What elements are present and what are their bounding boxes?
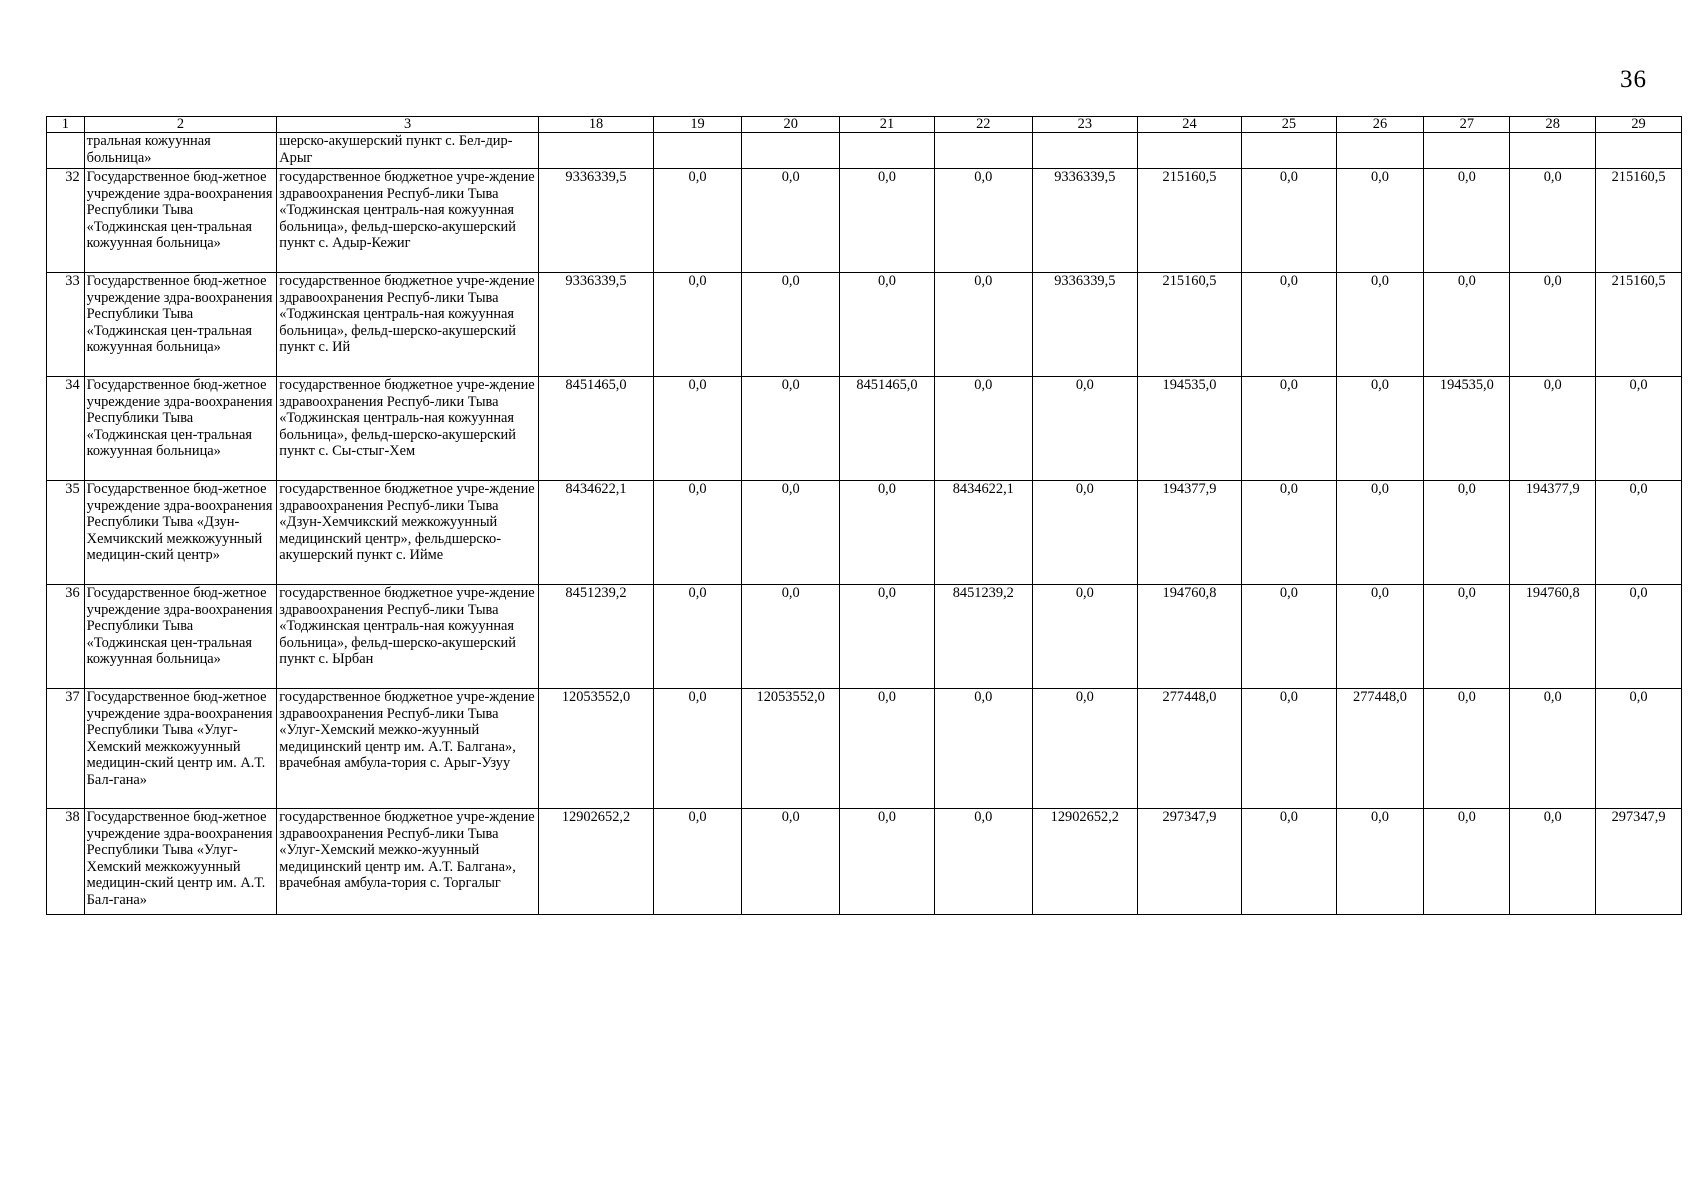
- value-cell-col-24: 194535,0: [1137, 377, 1242, 481]
- organization-cell: Государственное бюд-жетное учреждение здра-воохранения Республики Тыва «Тоджинская цен-тральная кожуунная больница»: [84, 585, 277, 689]
- column-header-22: 22: [934, 117, 1032, 133]
- value-cell-col-27: [1424, 133, 1510, 169]
- value-cell-col-27: 194535,0: [1424, 377, 1510, 481]
- value-cell-col-22: 0,0: [934, 169, 1032, 273]
- value-cell-col-23: 9336339,5: [1032, 273, 1137, 377]
- facility-cell: государственное бюджетное учре-ждение здравоохранения Респуб-лики Тыва «Дзун-Хемчикский межкожуунный медицинский центр», фельдшерско-акушерский пункт с. Ийме: [277, 481, 539, 585]
- table-row: [47, 809, 1682, 915]
- value-cell-col-22: 8434622,1: [934, 481, 1032, 585]
- value-cell-col-27: 0,0: [1424, 585, 1510, 689]
- value-cell-col-29: 215160,5: [1596, 273, 1682, 377]
- value-cell-col-24: 194377,9: [1137, 481, 1242, 585]
- value-cell-col-26: 0,0: [1336, 169, 1424, 273]
- value-cell-col-25: 0,0: [1242, 585, 1336, 689]
- value-cell-col-19: 0,0: [654, 585, 742, 689]
- column-header-23: 23: [1032, 117, 1137, 133]
- value-cell-col-18: 12902652,2: [538, 809, 653, 915]
- value-cell-col-21: 8451465,0: [840, 377, 934, 481]
- value-cell-col-23: 0,0: [1032, 377, 1137, 481]
- organization-cell: Государственное бюд-жетное учреждение здра-воохранения Республики Тыва «Улуг-Хемский межкожуунный медицин-ский центр им. А.Т. Бал-гана»: [84, 689, 277, 809]
- organization-cell: тральная кожуунная больница»: [84, 133, 277, 169]
- value-cell-col-19: 0,0: [654, 273, 742, 377]
- value-cell-col-20: 12053552,0: [742, 689, 840, 809]
- value-cell-col-29: 0,0: [1596, 585, 1682, 689]
- value-cell-col-19: 0,0: [654, 689, 742, 809]
- value-cell-col-27: 0,0: [1424, 689, 1510, 809]
- value-cell-col-27: 0,0: [1424, 809, 1510, 915]
- value-cell-col-22: [934, 133, 1032, 169]
- value-cell-col-19: 0,0: [654, 481, 742, 585]
- value-cell-col-28: 194377,9: [1510, 481, 1596, 585]
- value-cell-col-18: 8451239,2: [538, 585, 653, 689]
- value-cell-col-18: 9336339,5: [538, 169, 653, 273]
- value-cell-col-26: 0,0: [1336, 273, 1424, 377]
- column-header-1: 1: [47, 117, 85, 133]
- value-cell-col-22: 8451239,2: [934, 585, 1032, 689]
- value-cell-col-22: 0,0: [934, 689, 1032, 809]
- value-cell-col-26: 0,0: [1336, 481, 1424, 585]
- value-cell-col-18: 8451465,0: [538, 377, 653, 481]
- facility-cell: государственное бюджетное учре-ждение здравоохранения Респуб-лики Тыва «Улуг-Хемский межко-жуунный медицинский центр им. А.Т. Балгана», врачебная амбула-тория с. Арыг-Узуу: [277, 689, 539, 809]
- value-cell-col-25: 0,0: [1242, 169, 1336, 273]
- value-cell-col-28: 0,0: [1510, 273, 1596, 377]
- value-cell-col-28: 0,0: [1510, 689, 1596, 809]
- value-cell-col-21: [840, 133, 934, 169]
- value-cell-col-25: 0,0: [1242, 689, 1336, 809]
- facility-cell: шерско-акушерский пункт с. Бел-дир-Арыг: [277, 133, 539, 169]
- table-row: [47, 689, 1682, 809]
- value-cell-col-20: 0,0: [742, 585, 840, 689]
- table-row: [47, 585, 1682, 689]
- value-cell-col-24: 194760,8: [1137, 585, 1242, 689]
- data-table: [46, 116, 1682, 915]
- value-cell-col-18: 12053552,0: [538, 689, 653, 809]
- value-cell-col-21: 0,0: [840, 689, 934, 809]
- value-cell-col-22: 0,0: [934, 809, 1032, 915]
- value-cell-col-20: 0,0: [742, 169, 840, 273]
- value-cell-col-29: 0,0: [1596, 377, 1682, 481]
- column-header-19: 19: [654, 117, 742, 133]
- facility-cell: государственное бюджетное учре-ждение здравоохранения Респуб-лики Тыва «Тоджинская централь-ная кожуунная больница», фельд-шерско-акушерский пункт с. Адыр-Кежиг: [277, 169, 539, 273]
- value-cell-col-24: 277448,0: [1137, 689, 1242, 809]
- value-cell-col-20: 0,0: [742, 377, 840, 481]
- value-cell-col-28: 194760,8: [1510, 585, 1596, 689]
- value-cell-col-18: 9336339,5: [538, 273, 653, 377]
- table-row: [47, 481, 1682, 585]
- value-cell-col-20: [742, 133, 840, 169]
- table-row: [47, 133, 1682, 169]
- value-cell-col-24: 215160,5: [1137, 273, 1242, 377]
- column-header-27: 27: [1424, 117, 1510, 133]
- row-number: 37: [47, 689, 85, 809]
- value-cell-col-22: 0,0: [934, 273, 1032, 377]
- row-number: [47, 133, 85, 169]
- table-row: [47, 273, 1682, 377]
- value-cell-col-21: 0,0: [840, 169, 934, 273]
- table-row: [47, 169, 1682, 273]
- value-cell-col-23: 0,0: [1032, 689, 1137, 809]
- table-body: [47, 133, 1682, 915]
- value-cell-col-22: 0,0: [934, 377, 1032, 481]
- facility-cell: государственное бюджетное учре-ждение здравоохранения Респуб-лики Тыва «Тоджинская централь-ная кожуунная больница», фельд-шерско-акушерский пункт с. Сы-стыг-Хем: [277, 377, 539, 481]
- data-table-container: [46, 116, 1682, 915]
- column-header-26: 26: [1336, 117, 1424, 133]
- value-cell-col-20: 0,0: [742, 809, 840, 915]
- value-cell-col-28: 0,0: [1510, 809, 1596, 915]
- row-number: 35: [47, 481, 85, 585]
- facility-cell: государственное бюджетное учре-ждение здравоохранения Респуб-лики Тыва «Улуг-Хемский межко-жуунный медицинский центр им. А.Т. Балгана», врачебная амбула-тория с. Торгалыг: [277, 809, 539, 915]
- column-header-21: 21: [840, 117, 934, 133]
- column-header-25: 25: [1242, 117, 1336, 133]
- organization-cell: Государственное бюд-жетное учреждение здра-воохранения Республики Тыва «Тоджинская цен-тральная кожуунная больница»: [84, 169, 277, 273]
- value-cell-col-26: 0,0: [1336, 809, 1424, 915]
- value-cell-col-26: 0,0: [1336, 585, 1424, 689]
- value-cell-col-24: 297347,9: [1137, 809, 1242, 915]
- column-header-24: 24: [1137, 117, 1242, 133]
- value-cell-col-25: [1242, 133, 1336, 169]
- page-number: 36: [1620, 66, 1647, 93]
- value-cell-col-26: 0,0: [1336, 377, 1424, 481]
- row-number: 34: [47, 377, 85, 481]
- table-header: [47, 117, 1682, 133]
- value-cell-col-25: 0,0: [1242, 273, 1336, 377]
- value-cell-col-19: 0,0: [654, 809, 742, 915]
- row-number: 33: [47, 273, 85, 377]
- value-cell-col-27: 0,0: [1424, 273, 1510, 377]
- value-cell-col-21: 0,0: [840, 273, 934, 377]
- value-cell-col-18: [538, 133, 653, 169]
- table-row: [47, 377, 1682, 481]
- value-cell-col-21: 0,0: [840, 809, 934, 915]
- organization-cell: Государственное бюд-жетное учреждение здра-воохранения Республики Тыва «Улуг-Хемский межкожуунный медицин-ский центр им. А.Т. Бал-гана»: [84, 809, 277, 915]
- value-cell-col-29: 215160,5: [1596, 169, 1682, 273]
- value-cell-col-25: 0,0: [1242, 377, 1336, 481]
- value-cell-col-21: 0,0: [840, 481, 934, 585]
- organization-cell: Государственное бюд-жетное учреждение здра-воохранения Республики Тыва «Тоджинская цен-тральная кожуунная больница»: [84, 377, 277, 481]
- value-cell-col-25: 0,0: [1242, 809, 1336, 915]
- value-cell-col-19: 0,0: [654, 169, 742, 273]
- row-number: 32: [47, 169, 85, 273]
- facility-cell: государственное бюджетное учре-ждение здравоохранения Респуб-лики Тыва «Тоджинская централь-ная кожуунная больница», фельд-шерско-акушерский пункт с. Ий: [277, 273, 539, 377]
- value-cell-col-27: 0,0: [1424, 481, 1510, 585]
- value-cell-col-26: 277448,0: [1336, 689, 1424, 809]
- value-cell-col-21: 0,0: [840, 585, 934, 689]
- column-header-3: 3: [277, 117, 539, 133]
- value-cell-col-29: [1596, 133, 1682, 169]
- value-cell-col-24: 215160,5: [1137, 169, 1242, 273]
- value-cell-col-20: 0,0: [742, 481, 840, 585]
- facility-cell: государственное бюджетное учре-ждение здравоохранения Респуб-лики Тыва «Тоджинская централь-ная кожуунная больница», фельд-шерско-акушерский пункт с. Ырбан: [277, 585, 539, 689]
- value-cell-col-20: 0,0: [742, 273, 840, 377]
- value-cell-col-28: [1510, 133, 1596, 169]
- value-cell-col-27: 0,0: [1424, 169, 1510, 273]
- column-header-18: 18: [538, 117, 653, 133]
- value-cell-col-18: 8434622,1: [538, 481, 653, 585]
- value-cell-col-23: 0,0: [1032, 585, 1137, 689]
- value-cell-col-29: 0,0: [1596, 481, 1682, 585]
- row-number: 36: [47, 585, 85, 689]
- value-cell-col-23: [1032, 133, 1137, 169]
- column-header-28: 28: [1510, 117, 1596, 133]
- value-cell-col-26: [1336, 133, 1424, 169]
- row-number: 38: [47, 809, 85, 915]
- column-header-20: 20: [742, 117, 840, 133]
- value-cell-col-23: 0,0: [1032, 481, 1137, 585]
- value-cell-col-23: 9336339,5: [1032, 169, 1137, 273]
- value-cell-col-29: 0,0: [1596, 689, 1682, 809]
- column-header-2: 2: [84, 117, 277, 133]
- column-header-29: 29: [1596, 117, 1682, 133]
- organization-cell: Государственное бюд-жетное учреждение здра-воохранения Республики Тыва «Дзун-Хемчикский межкожуунный медицин-ский центр»: [84, 481, 277, 585]
- organization-cell: Государственное бюд-жетное учреждение здра-воохранения Республики Тыва «Тоджинская цен-тральная кожуунная больница»: [84, 273, 277, 377]
- value-cell-col-24: [1137, 133, 1242, 169]
- value-cell-col-28: 0,0: [1510, 169, 1596, 273]
- value-cell-col-23: 12902652,2: [1032, 809, 1137, 915]
- column-number-row: [47, 117, 1682, 133]
- value-cell-col-19: [654, 133, 742, 169]
- value-cell-col-28: 0,0: [1510, 377, 1596, 481]
- value-cell-col-19: 0,0: [654, 377, 742, 481]
- value-cell-col-29: 297347,9: [1596, 809, 1682, 915]
- value-cell-col-25: 0,0: [1242, 481, 1336, 585]
